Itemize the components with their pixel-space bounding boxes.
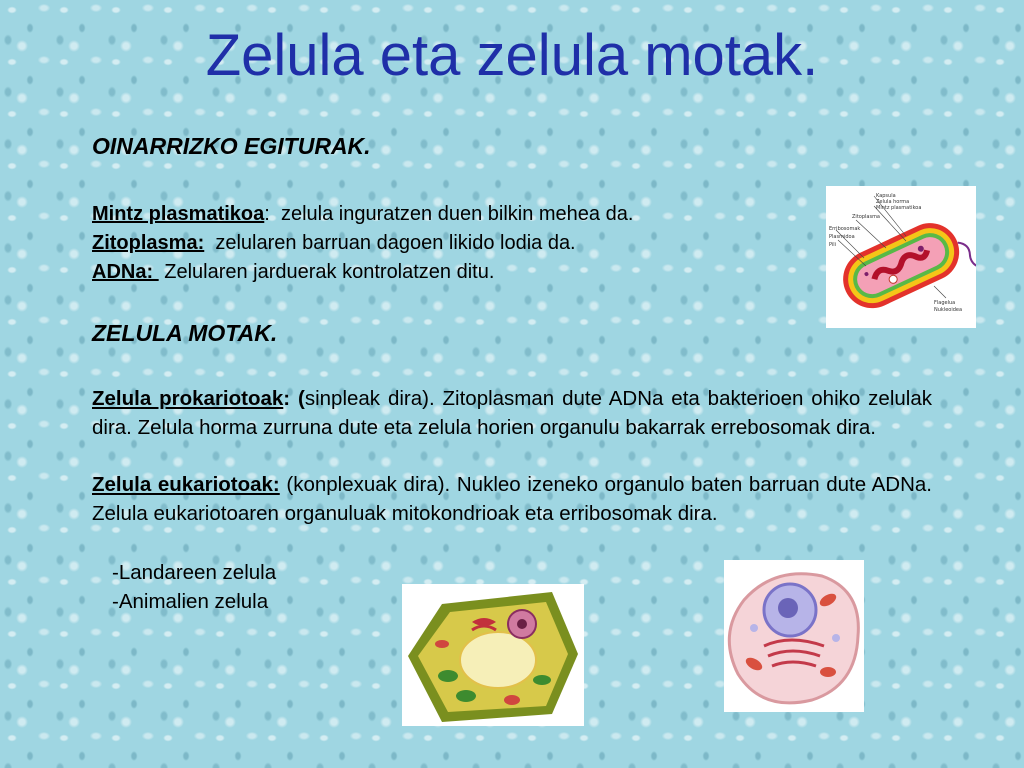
definition-text: zelula inguratzen duen bilkin mehea da. — [269, 203, 634, 225]
animal-cell-image — [724, 560, 864, 712]
term-separator: : — [264, 203, 270, 225]
term-cytoplasm: Zitoplasma: — [92, 232, 205, 254]
label-mintz: Mintz plasmatikoa — [876, 205, 922, 211]
paragraph-text: sinpleak dira). Zitoplasman dute ADNa eta bakterioen ohiko zelulak dira. Zelula horma zurruna dute eta zelula horien organulu bakarrak errebosomak dira. — [92, 387, 932, 439]
label-plasmidoa: Plasmidoa — [829, 234, 855, 240]
paragraph-eukaryotic — [92, 470, 932, 528]
plant-cell-image — [402, 584, 584, 726]
label-zitoplasma: Zitoplasma — [852, 214, 881, 220]
term-separator: : ( — [283, 387, 305, 410]
label-erribosomak: Erribosomak — [829, 226, 861, 232]
term-membrane: Mintz plasmatikoa — [92, 203, 265, 225]
term-eukaryotic: Zelula eukariotoak: — [92, 473, 280, 496]
paragraph-text: (konplexuak dira). Nukleo izeneko organulo baten barruan dute ADNa. Zelula eukariotoaren organuluak mitokondrioak eta erribosomak dira. — [92, 473, 932, 525]
section-heading-cell-types: ZELULA MOTAK. — [92, 320, 278, 346]
term-prokaryotic: Zelula prokariotoak — [92, 387, 284, 410]
definition-cytoplasm — [92, 229, 576, 257]
section-heading-structures: OINARRIZKO EGITURAK. — [92, 133, 371, 159]
label-pili: Pili — [829, 242, 837, 248]
label-kapsula: Kapsula — [876, 193, 896, 199]
term-dna: ADNa: — [92, 261, 159, 283]
bacteria-cell-image — [826, 186, 976, 328]
definition-text: Zelularen jarduerak kontrolatzen ditu. — [158, 261, 495, 283]
definition-text: zelularen barruan dagoen likido lodia da. — [204, 232, 576, 254]
paragraph-prokaryotic — [92, 384, 932, 442]
label-zelula-horma: Zelula horma — [876, 199, 910, 205]
definition-membrane — [92, 200, 633, 228]
label-nukleoidea: Nukleoidea — [934, 307, 963, 313]
definition-dna — [92, 258, 494, 286]
slide-title: Zelula eta zelula motak. — [205, 23, 819, 88]
label-flagelua: Flagelua — [934, 300, 956, 306]
list-item-animal-cell: -Animalien zelula — [112, 590, 269, 613]
list-item-plant-cell: -Landareen zelula — [112, 561, 277, 584]
